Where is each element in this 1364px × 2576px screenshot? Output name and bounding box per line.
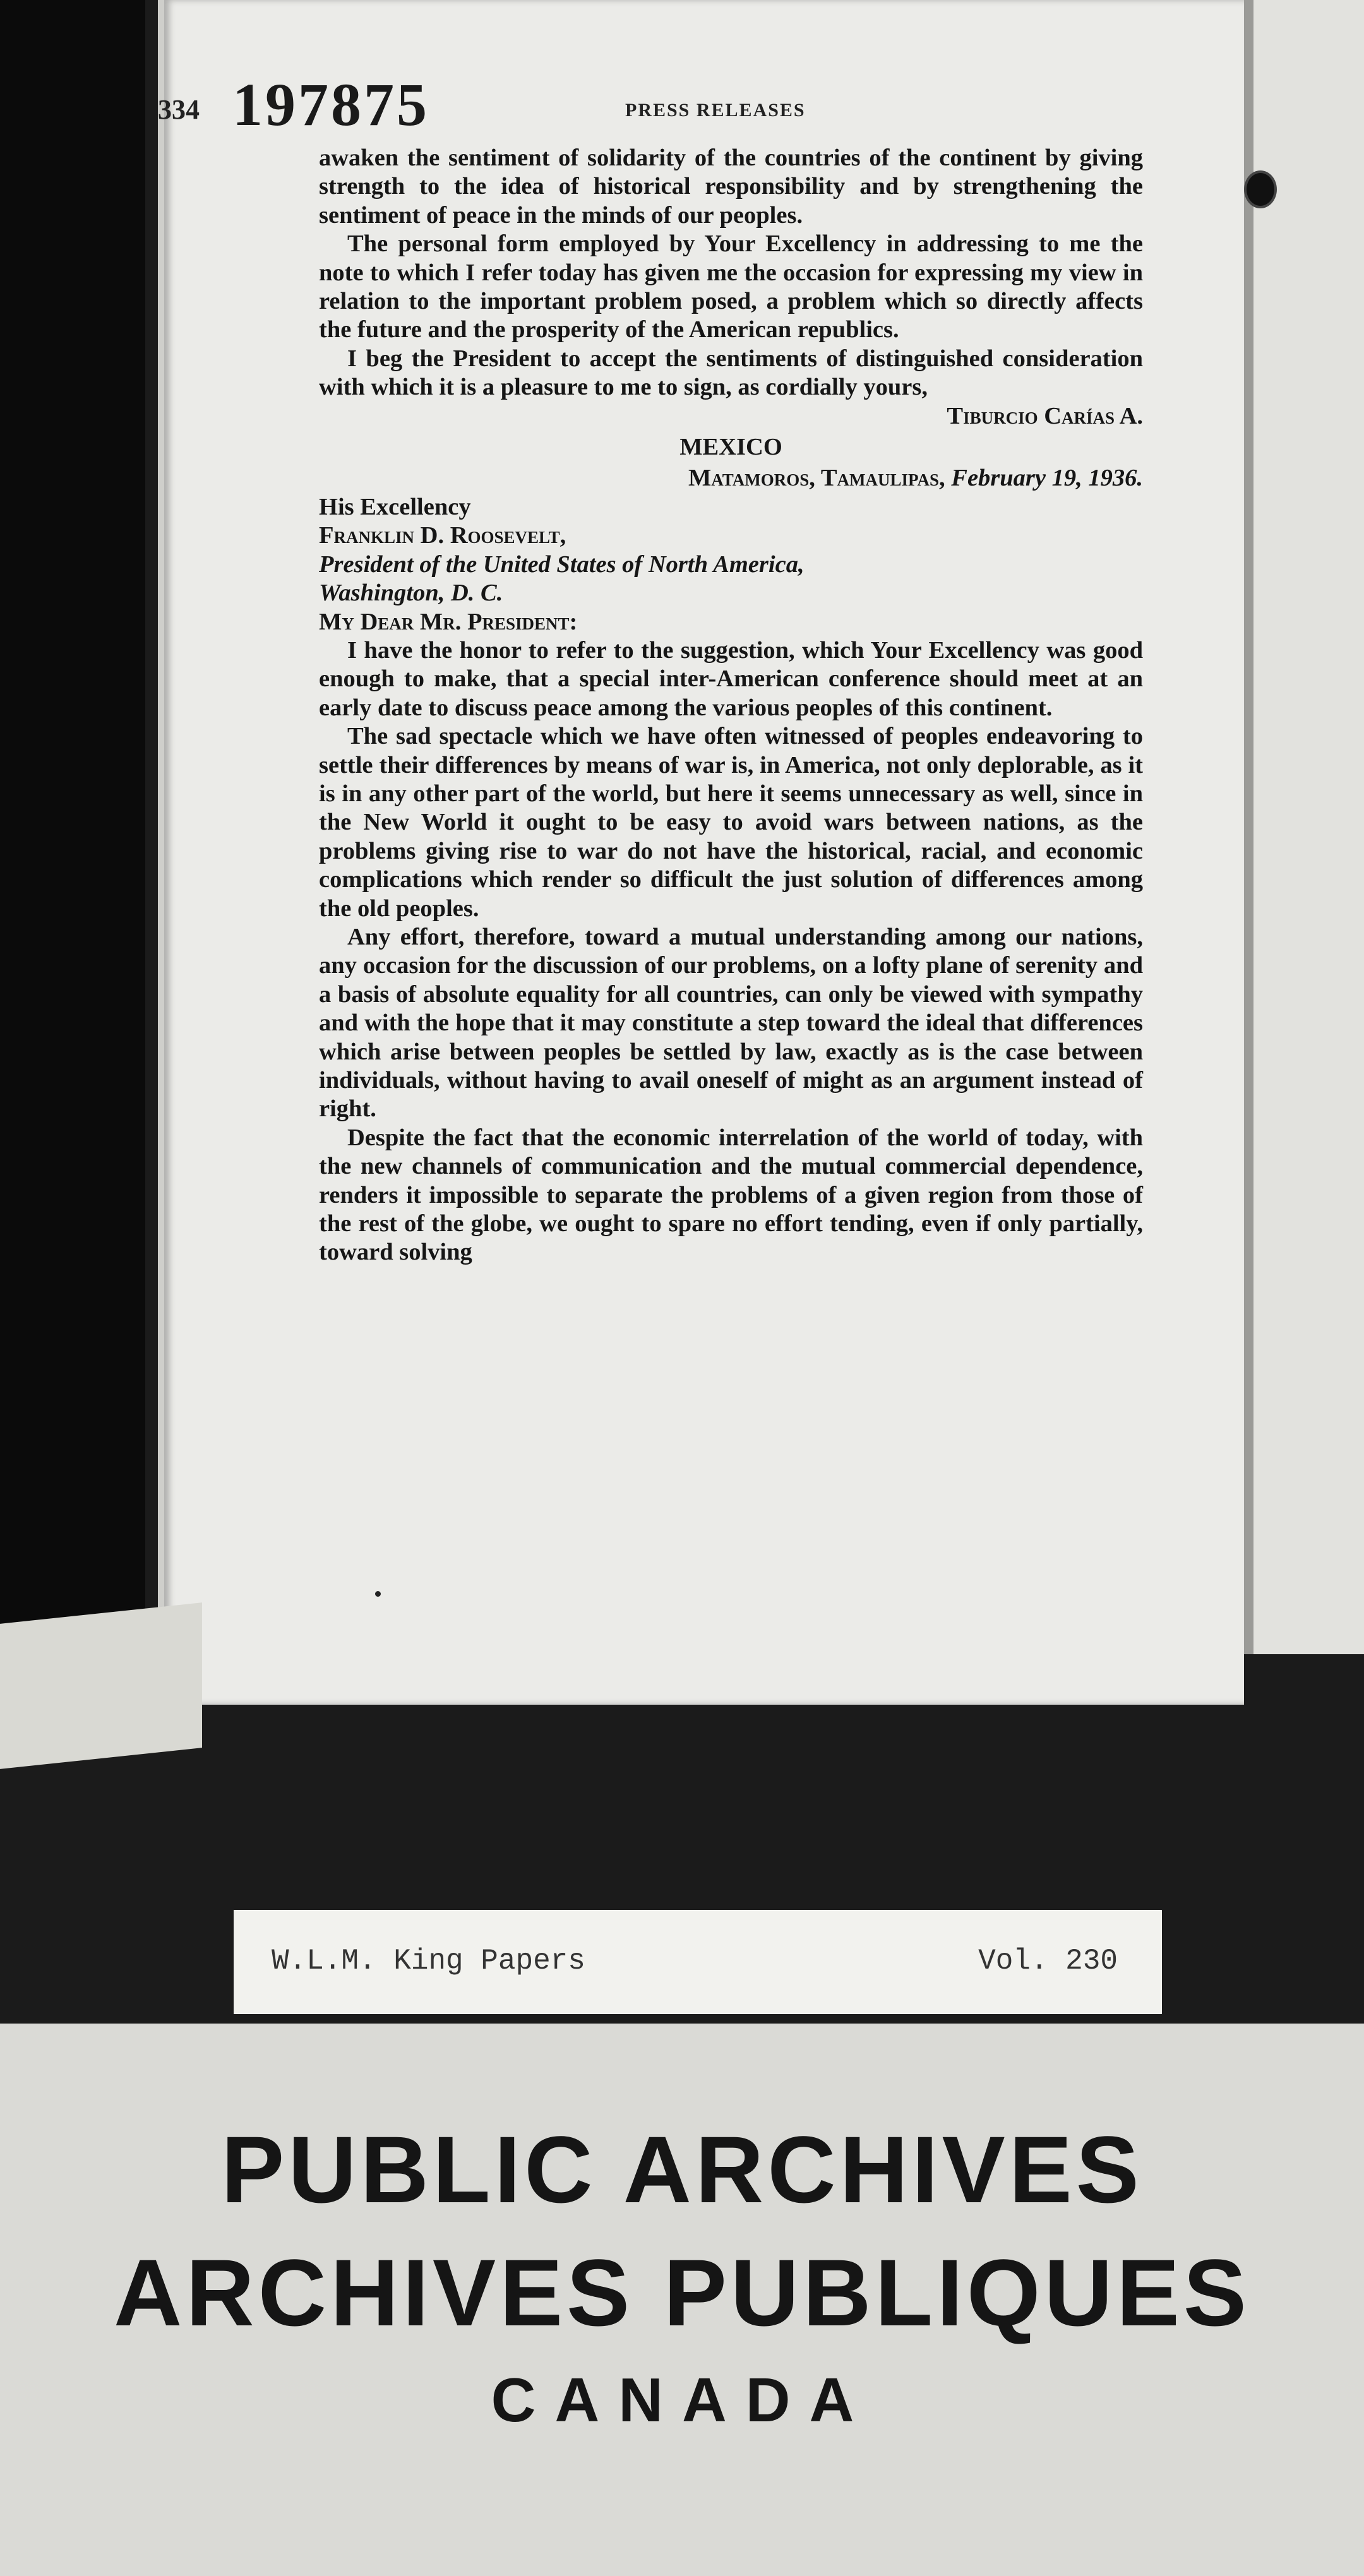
adjacent-page-edge — [1253, 0, 1364, 1654]
archives-title-english: PUBLIC ARCHIVES — [221, 2116, 1143, 2222]
letter2-address-line-1: His Excellency — [319, 493, 471, 520]
archives-country: CANADA — [491, 2365, 873, 2435]
letter2-salutation: My Dear Mr. President: — [319, 608, 578, 635]
letter2-dateline — [319, 464, 1143, 492]
letter1-signature: Tiburcio Carías A. — [947, 402, 1143, 429]
letter1-paragraph-1: awaken the sentiment of solidarity of the countries of the continent by giving strength to the idea of historical responsibility and by strengthening the sentiment of peace in the minds of our peoples. — [319, 145, 1143, 229]
document-stamp-number: 197875 — [232, 71, 429, 138]
letter1-paragraph-3: I beg the President to accept the sentiments of distinguished consideration with which it is a pleasure to me to sign, as cordially yours, — [319, 345, 1143, 401]
punch-hole-icon — [1244, 170, 1277, 208]
volume-number: Vol. 230 — [978, 1945, 1118, 1977]
page-header — [158, 71, 1118, 138]
letter2-address-line-3: President of the United States of North America, — [319, 551, 805, 578]
letter2-country-heading: MEXICO — [679, 434, 782, 461]
letter2-address-line-2: Franklin D. Roosevelt, — [319, 522, 566, 549]
running-title: PRESS RELEASES — [625, 100, 806, 121]
letter2-address-line-4: Washington, D. C. — [319, 580, 503, 607]
archives-banner — [0, 2024, 1364, 2576]
reference-label — [234, 1910, 1162, 2014]
letter2-place: Matamoros, Tamaulipas, — [688, 465, 945, 492]
letter2-paragraph-2: The sad spectacle which we have often witnessed of peoples endeavoring to settle their differences by means of war is, in America, not only deplorable, as it is in any other part of the world, but here it seems unnecessary as well, since in the New World it ought to be easy to avoid wars between nations, as the problems giving rise to war do not have the historical, racial, and economic complications which render so difficult the just solution of differences among the old peoples. — [319, 723, 1143, 922]
torn-paper-scrap — [0, 1602, 202, 1769]
letter2-date: February 19, 1936. — [951, 465, 1143, 492]
collection-name: W.L.M. King Papers — [272, 1945, 585, 1977]
letter2-paragraph-1: I have the honor to refer to the suggestion, which Your Excellency was good enough to make, that a special inter-American conference should meet at an early date to discuss peace among the various peoples of this continent. — [319, 636, 1143, 721]
document-body — [319, 144, 1143, 1267]
letter2-paragraph-4: Despite the fact that the economic interrelation of the world of today, with the new channels of communication and the mutual commercial dependence, renders it impossible to separate the problems of a given region from those of the rest of the globe, we ought to spare no effort tending, even if only partially, toward solving — [319, 1124, 1143, 1266]
archives-title-french: ARCHIVES PUBLIQUES — [114, 2239, 1250, 2346]
letter2-paragraph-3: Any effort, therefore, toward a mutual understanding among our nations, any occasion for the discussion of our problems, on a lofty plane of serenity and a basis of absolute equality for all countries, can only be viewed with sympathy and with the hope that it may constitute a step toward the ideal that differences which arise between peoples be settled by law, exactly as is the case between individuals, without having to avail oneself of might as an argument instead of right. — [319, 923, 1143, 1123]
letter1-paragraph-2: The personal form employed by Your Excellency in addressing to me the note to which I refer today has given me the occasion for expressing my view in relation to the important problem posed, a problem which so directly affects the future and the prosperity of the American republics. — [319, 230, 1143, 343]
page-number: 334 — [158, 94, 200, 125]
ink-dot — [375, 1591, 381, 1597]
film-border-left — [0, 0, 145, 1654]
